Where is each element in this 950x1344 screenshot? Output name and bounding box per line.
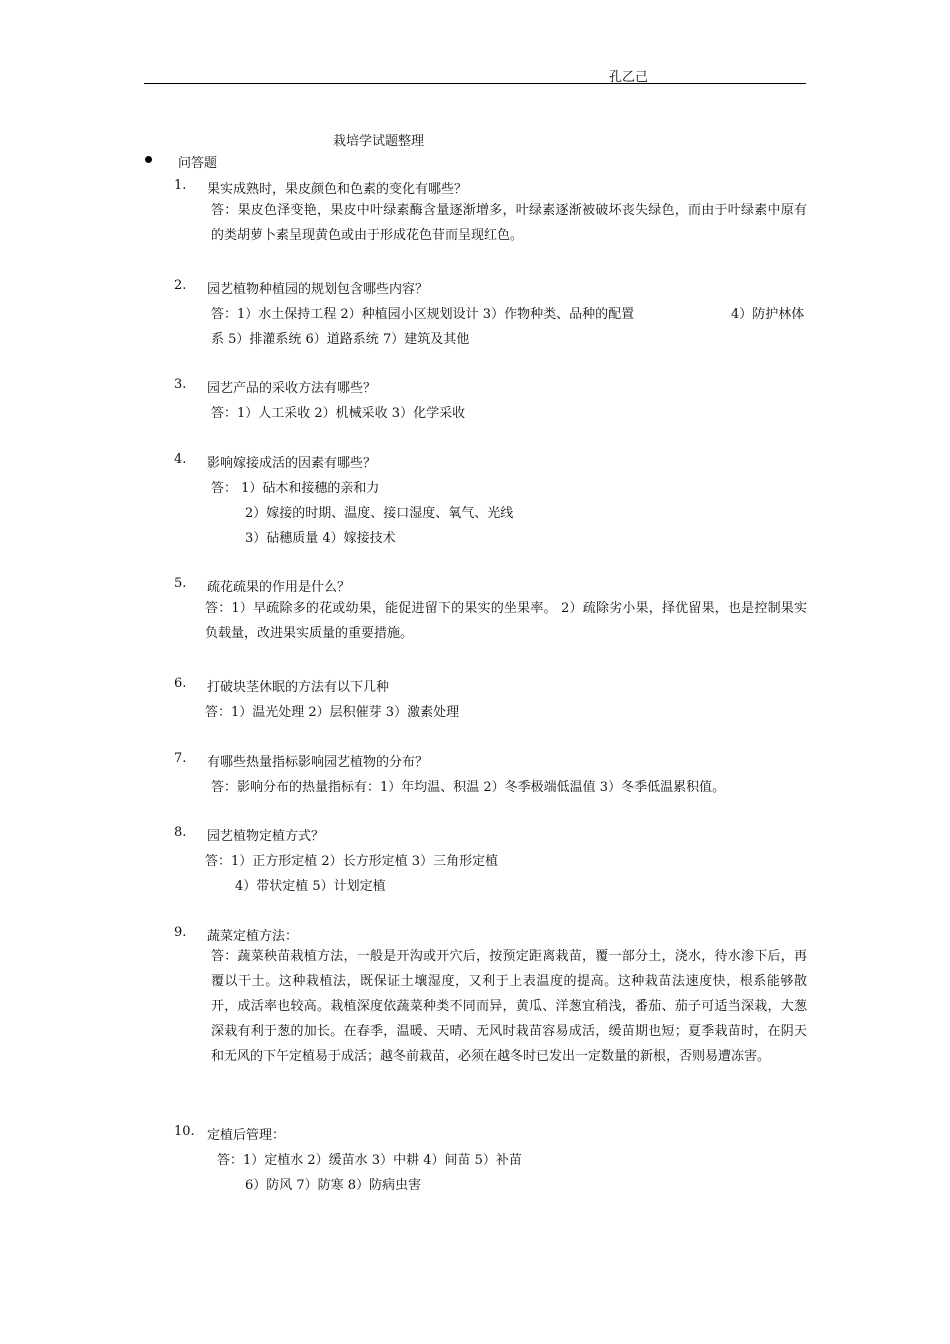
question-text: 打破块茎休眠的方法有以下几种 [207,680,390,695]
answer-line: 答： 1）砧木和接穗的亲和力 [211,481,380,496]
answer-text: 答：果皮色泽变艳，果皮中叶绿素酶含量逐渐增多，叶绿素逐渐被破坏丧失绿色，而由于叶绿素中原有的类胡萝卜素呈现黄色或由于形成花色苷而呈现红色。 [211,203,807,243]
answer-line: 3）砧穗质量 4）嫁接技术 [245,531,396,546]
question-number: 7. [174,751,187,766]
question-number: 1. [174,178,187,193]
question-number: 8. [174,825,187,840]
answer-line: 答：1）水土保持工程 2）种植园小区规划设计 3）作物种类、品种的配置 [211,307,635,322]
answer-text: 答：1）早疏除多的花或幼果，能促进留下的果实的坐果率。 2）疏除劣小果，择优留果，也是控制果实负载量，改进果实质量的重要措施。 [205,601,807,641]
question-text: 蔬菜定植方法： [207,929,299,944]
answer-line: 答：1）人工采收 2）机械采收 3）化学采收 [211,406,466,421]
question-number: 2. [174,278,187,293]
page-title: 栽培学试题整理 [333,134,425,149]
answer-line: 2）嫁接的时期、温度、接口湿度、氧气、光线 [245,506,514,521]
header-divider [144,83,806,84]
bullet-icon [145,156,152,163]
question-text: 定植后管理： [207,1128,286,1143]
question-number: 3. [174,377,187,392]
answer-line: 4）防护林体 [731,307,805,322]
question-text: 园艺植物种植园的规划包含哪些内容？ [207,282,429,297]
question-number: 6. [174,676,187,691]
answer-line: 答：影响分布的热量指标有：1）年均温、积温 2）冬季极端低温值 3）冬季低温累积值。 [211,780,726,795]
question-text: 果实成熟时，果皮颜色和色素的变化有哪些？ [207,182,468,197]
question-text: 影响嫁接成活的因素有哪些？ [207,456,377,471]
answer-line: 答：1）正方形定植 2）长方形定植 3）三角形定植 [205,854,499,869]
answer-line: 4）带状定植 5）计划定植 [235,879,386,894]
answer-text: 答：蔬菜秧苗栽植方法，一般是开沟或开穴后，按预定距离栽苗，覆一部分土，浇水，待水渗下后，再覆以干土。这种栽植法，既保证土壤湿度，又利于上表温度的提高。这种栽苗法速度快，根系能够散开，成活率也较高。栽植深度依蔬菜种类不同而异，黄瓜、洋葱宜稍浅，番茄、茄子可适当深栽，大葱深栽有利于葱的加长。在春季，温暖、天晴、无风时栽苗容易成活，缓苗期也短；夏季栽苗时，在阴天和无风的下午定植易于成活；越冬前栽苗，必须在越冬时已发出一定数量的新根，否则易遭冻害。 [211,949,807,1064]
question-number: 4. [174,452,187,467]
section-heading: 问答题 [178,156,218,171]
question-text: 园艺产品的采收方法有哪些？ [207,381,377,396]
header-author: 孔乙己 [609,70,649,85]
answer-line: 6）防风 7）防寒 8）防病虫害 [245,1178,422,1193]
question-number: 5. [174,576,187,591]
answer-line: 答：1）温光处理 2）层积催芽 3）激素处理 [205,705,460,720]
question-number: 9. [174,925,187,940]
answer-line: 系 5）排灌系统 6）道路系统 7）建筑及其他 [211,332,470,347]
question-text: 园艺植物定植方式？ [207,829,325,844]
question-text: 疏花疏果的作用是什么？ [207,580,351,595]
question-text: 有哪些热量指标影响园艺植物的分布？ [207,755,429,770]
question-number: 10. [174,1124,195,1139]
answer-line: 答：1）定植水 2）缓苗水 3）中耕 4）间苗 5）补苗 [217,1153,522,1168]
